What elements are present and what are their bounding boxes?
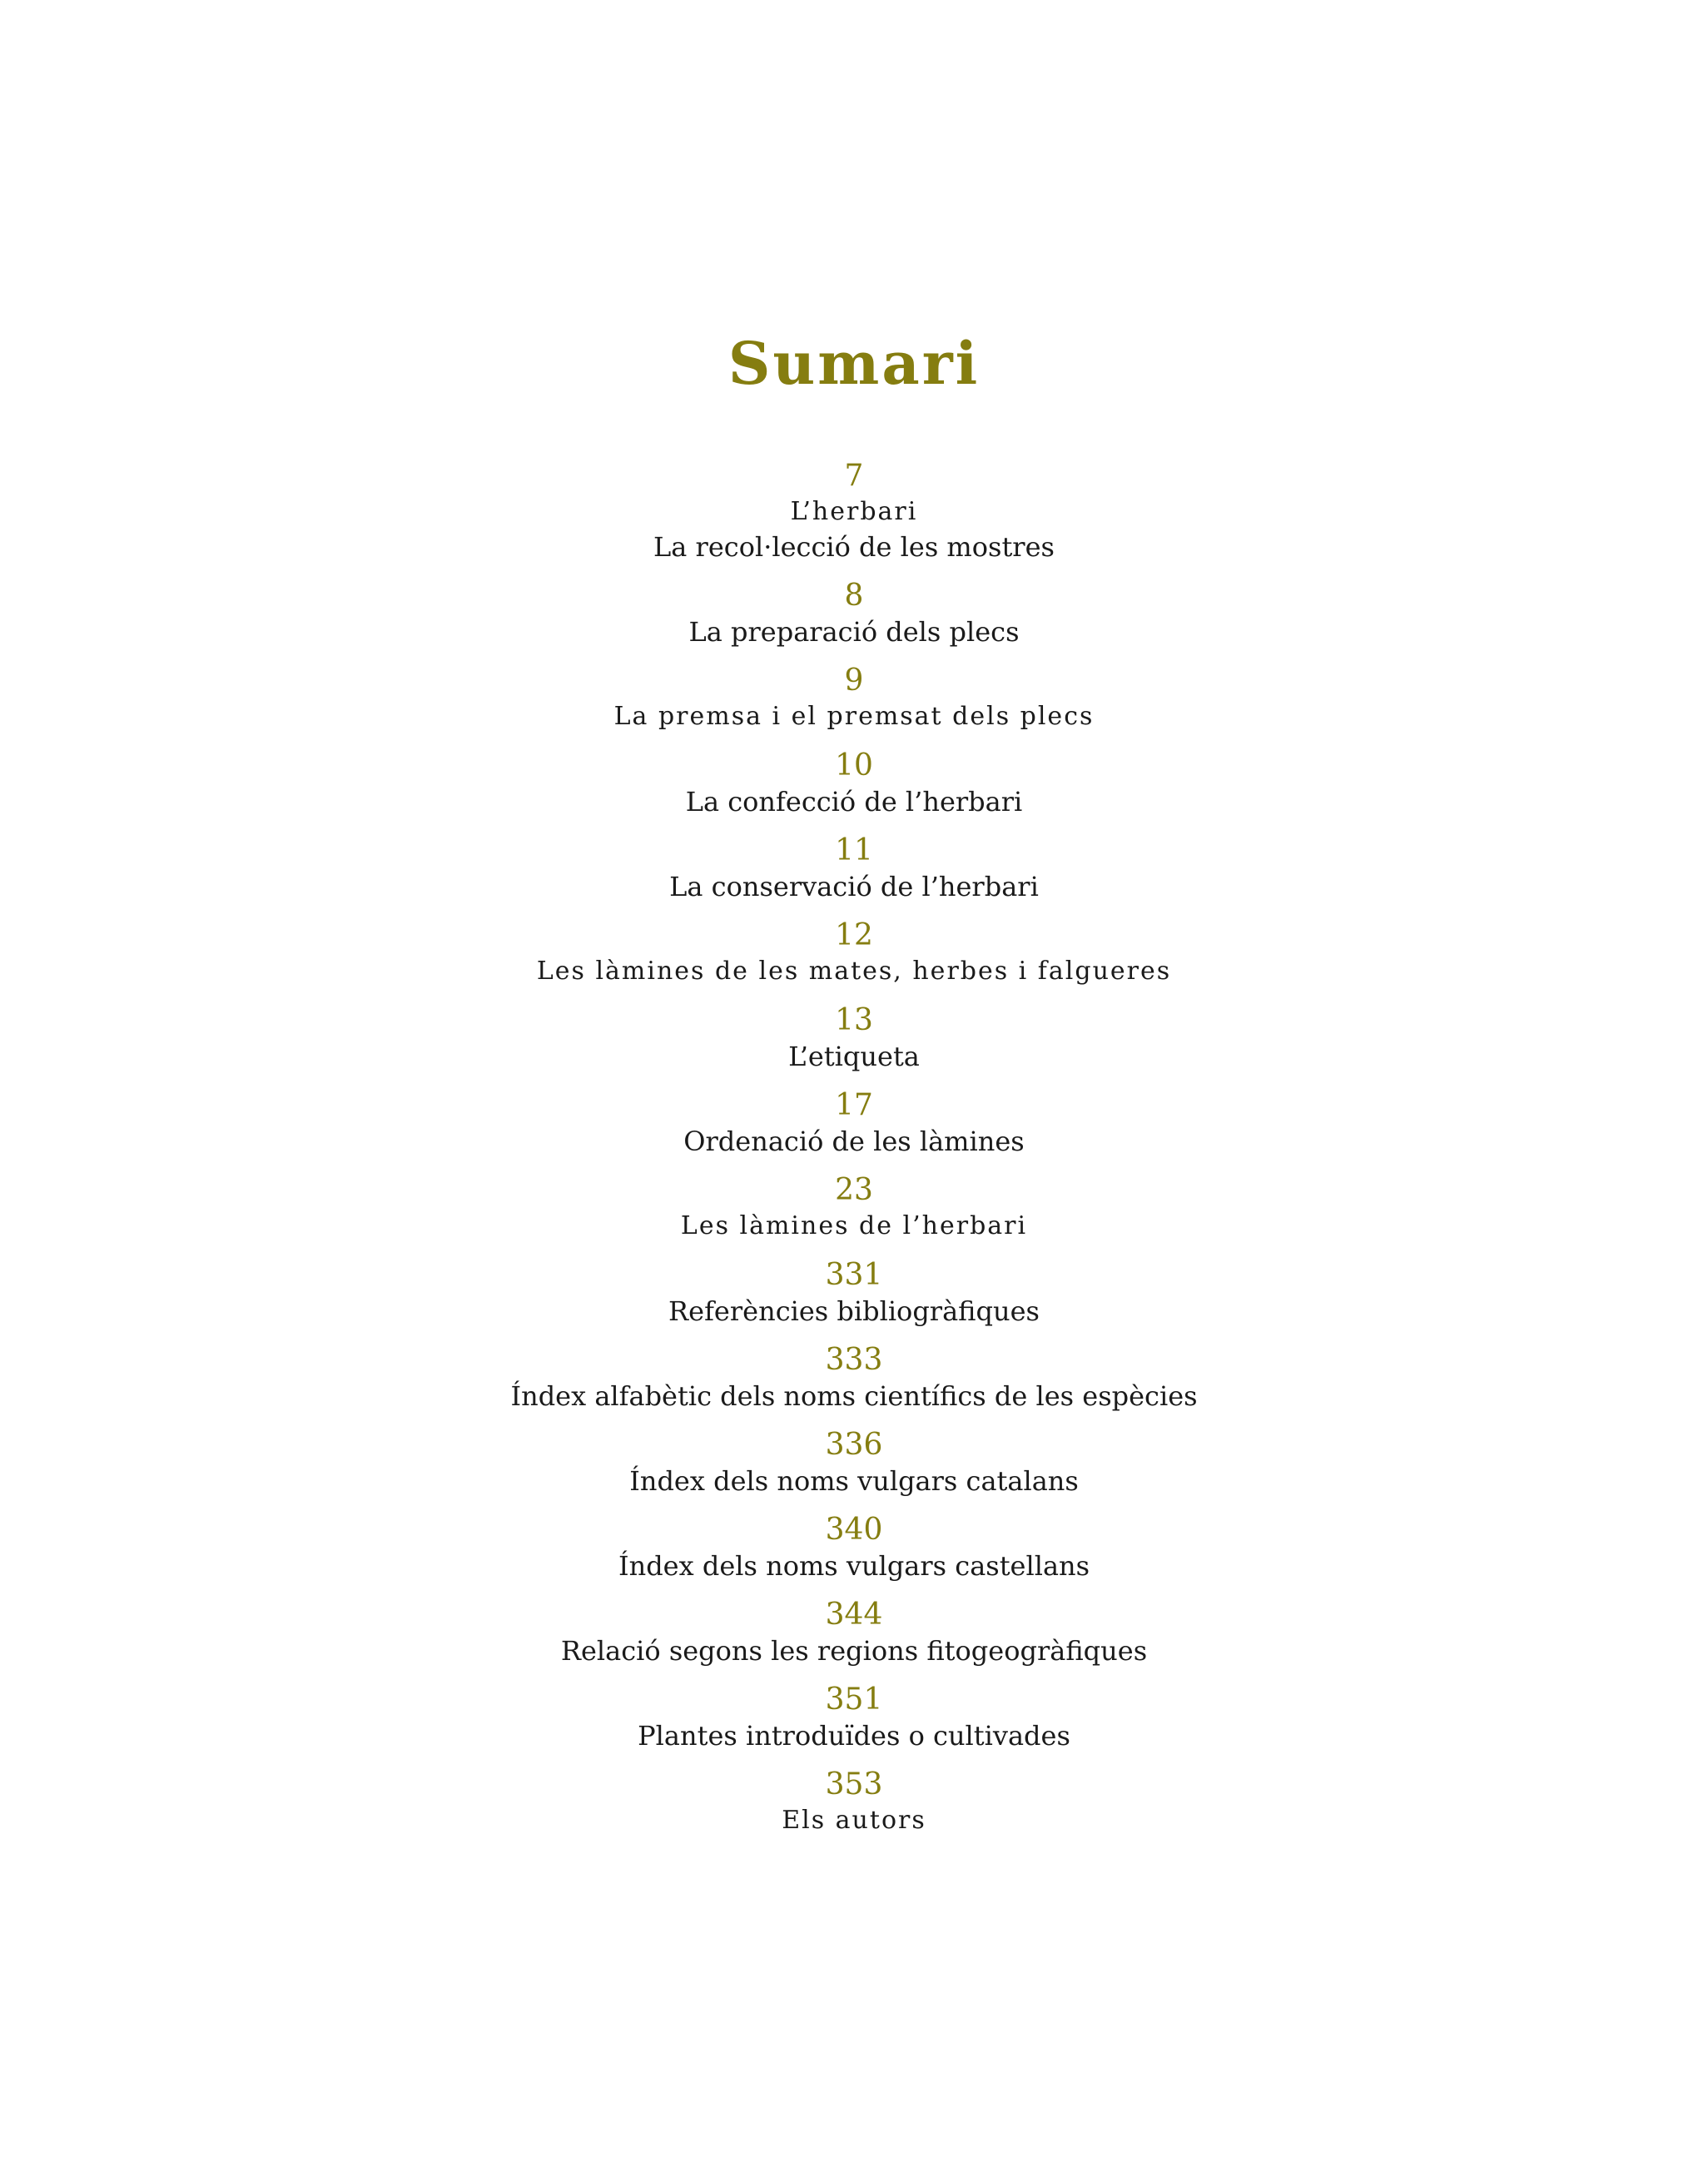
toc-entry bbox=[0, 663, 1708, 734]
toc-entry-label: Índex dels noms vulgars castellans bbox=[618, 1550, 1090, 1582]
toc-entry bbox=[0, 1427, 1708, 1499]
toc-entry bbox=[0, 1767, 1708, 1838]
toc-entry-label: L’etiqueta bbox=[788, 1041, 920, 1072]
toc-page-number: 336 bbox=[825, 1428, 883, 1462]
toc-entry bbox=[0, 917, 1708, 989]
toc-entry bbox=[0, 1342, 1708, 1414]
toc-page-number: 353 bbox=[825, 1767, 883, 1802]
toc-entry-label: Les làmines de l’herbari bbox=[680, 1211, 1028, 1240]
toc-entry bbox=[0, 1512, 1708, 1583]
toc-entry bbox=[0, 833, 1708, 904]
toc-entry bbox=[0, 1172, 1708, 1244]
toc-page-number: 351 bbox=[825, 1682, 883, 1717]
toc-entry bbox=[0, 1257, 1708, 1329]
page-title: Sumari bbox=[727, 328, 981, 398]
toc-entry bbox=[0, 1597, 1708, 1668]
toc-entry-label: Les làmines de les mates, herbes i falgueres bbox=[536, 957, 1172, 986]
toc-entry-label: L’herbari bbox=[790, 497, 918, 526]
toc-page-number: 13 bbox=[835, 1003, 873, 1037]
toc-entry bbox=[0, 748, 1708, 819]
toc-entry-label: Índex alfabètic dels noms científics de les espècies bbox=[510, 1380, 1198, 1412]
toc-entry-label: Índex dels noms vulgars catalans bbox=[629, 1465, 1079, 1497]
toc-entry-label: La conservació de l’herbari bbox=[669, 871, 1039, 902]
toc-entry-label: La preparació dels plecs bbox=[688, 616, 1020, 648]
toc-page-number: 344 bbox=[825, 1598, 883, 1632]
toc-page-number: 7 bbox=[844, 459, 864, 493]
toc-entry bbox=[0, 578, 1708, 649]
toc-entry-label: Ordenació de les làmines bbox=[683, 1126, 1025, 1157]
toc-page-number: 17 bbox=[835, 1088, 873, 1122]
toc-entry bbox=[0, 1002, 1708, 1074]
toc-entry bbox=[0, 1087, 1708, 1159]
table-of-contents bbox=[0, 458, 1708, 1838]
toc-page-number: 23 bbox=[835, 1173, 873, 1207]
toc-page-number: 12 bbox=[835, 918, 873, 952]
toc-entry-label: Els autors bbox=[782, 1806, 926, 1835]
toc-page-number: 8 bbox=[844, 579, 864, 613]
toc-page-number: 11 bbox=[835, 833, 873, 867]
toc-page-number: 9 bbox=[844, 664, 864, 698]
toc-entry-label: Referències bibliogràfiques bbox=[668, 1295, 1040, 1327]
toc-page-number: 331 bbox=[825, 1258, 883, 1292]
toc-entry-label: Relació segons les regions fitogeogràfiques bbox=[560, 1635, 1148, 1667]
toc-entry-label: La confecció de l’herbari bbox=[685, 786, 1023, 818]
toc-page-number: 10 bbox=[835, 748, 873, 783]
toc-entry-label: Plantes introduïdes o cultivades bbox=[638, 1720, 1070, 1752]
toc-entry-label: La premsa i el premsat dels plecs bbox=[613, 702, 1095, 731]
toc-entry-label: La recol·lecció de les mostres bbox=[653, 531, 1055, 563]
toc-page-number: 333 bbox=[825, 1343, 883, 1377]
toc-entry bbox=[0, 458, 1708, 564]
toc-page-number: 340 bbox=[825, 1513, 883, 1547]
toc-entry bbox=[0, 1682, 1708, 1753]
